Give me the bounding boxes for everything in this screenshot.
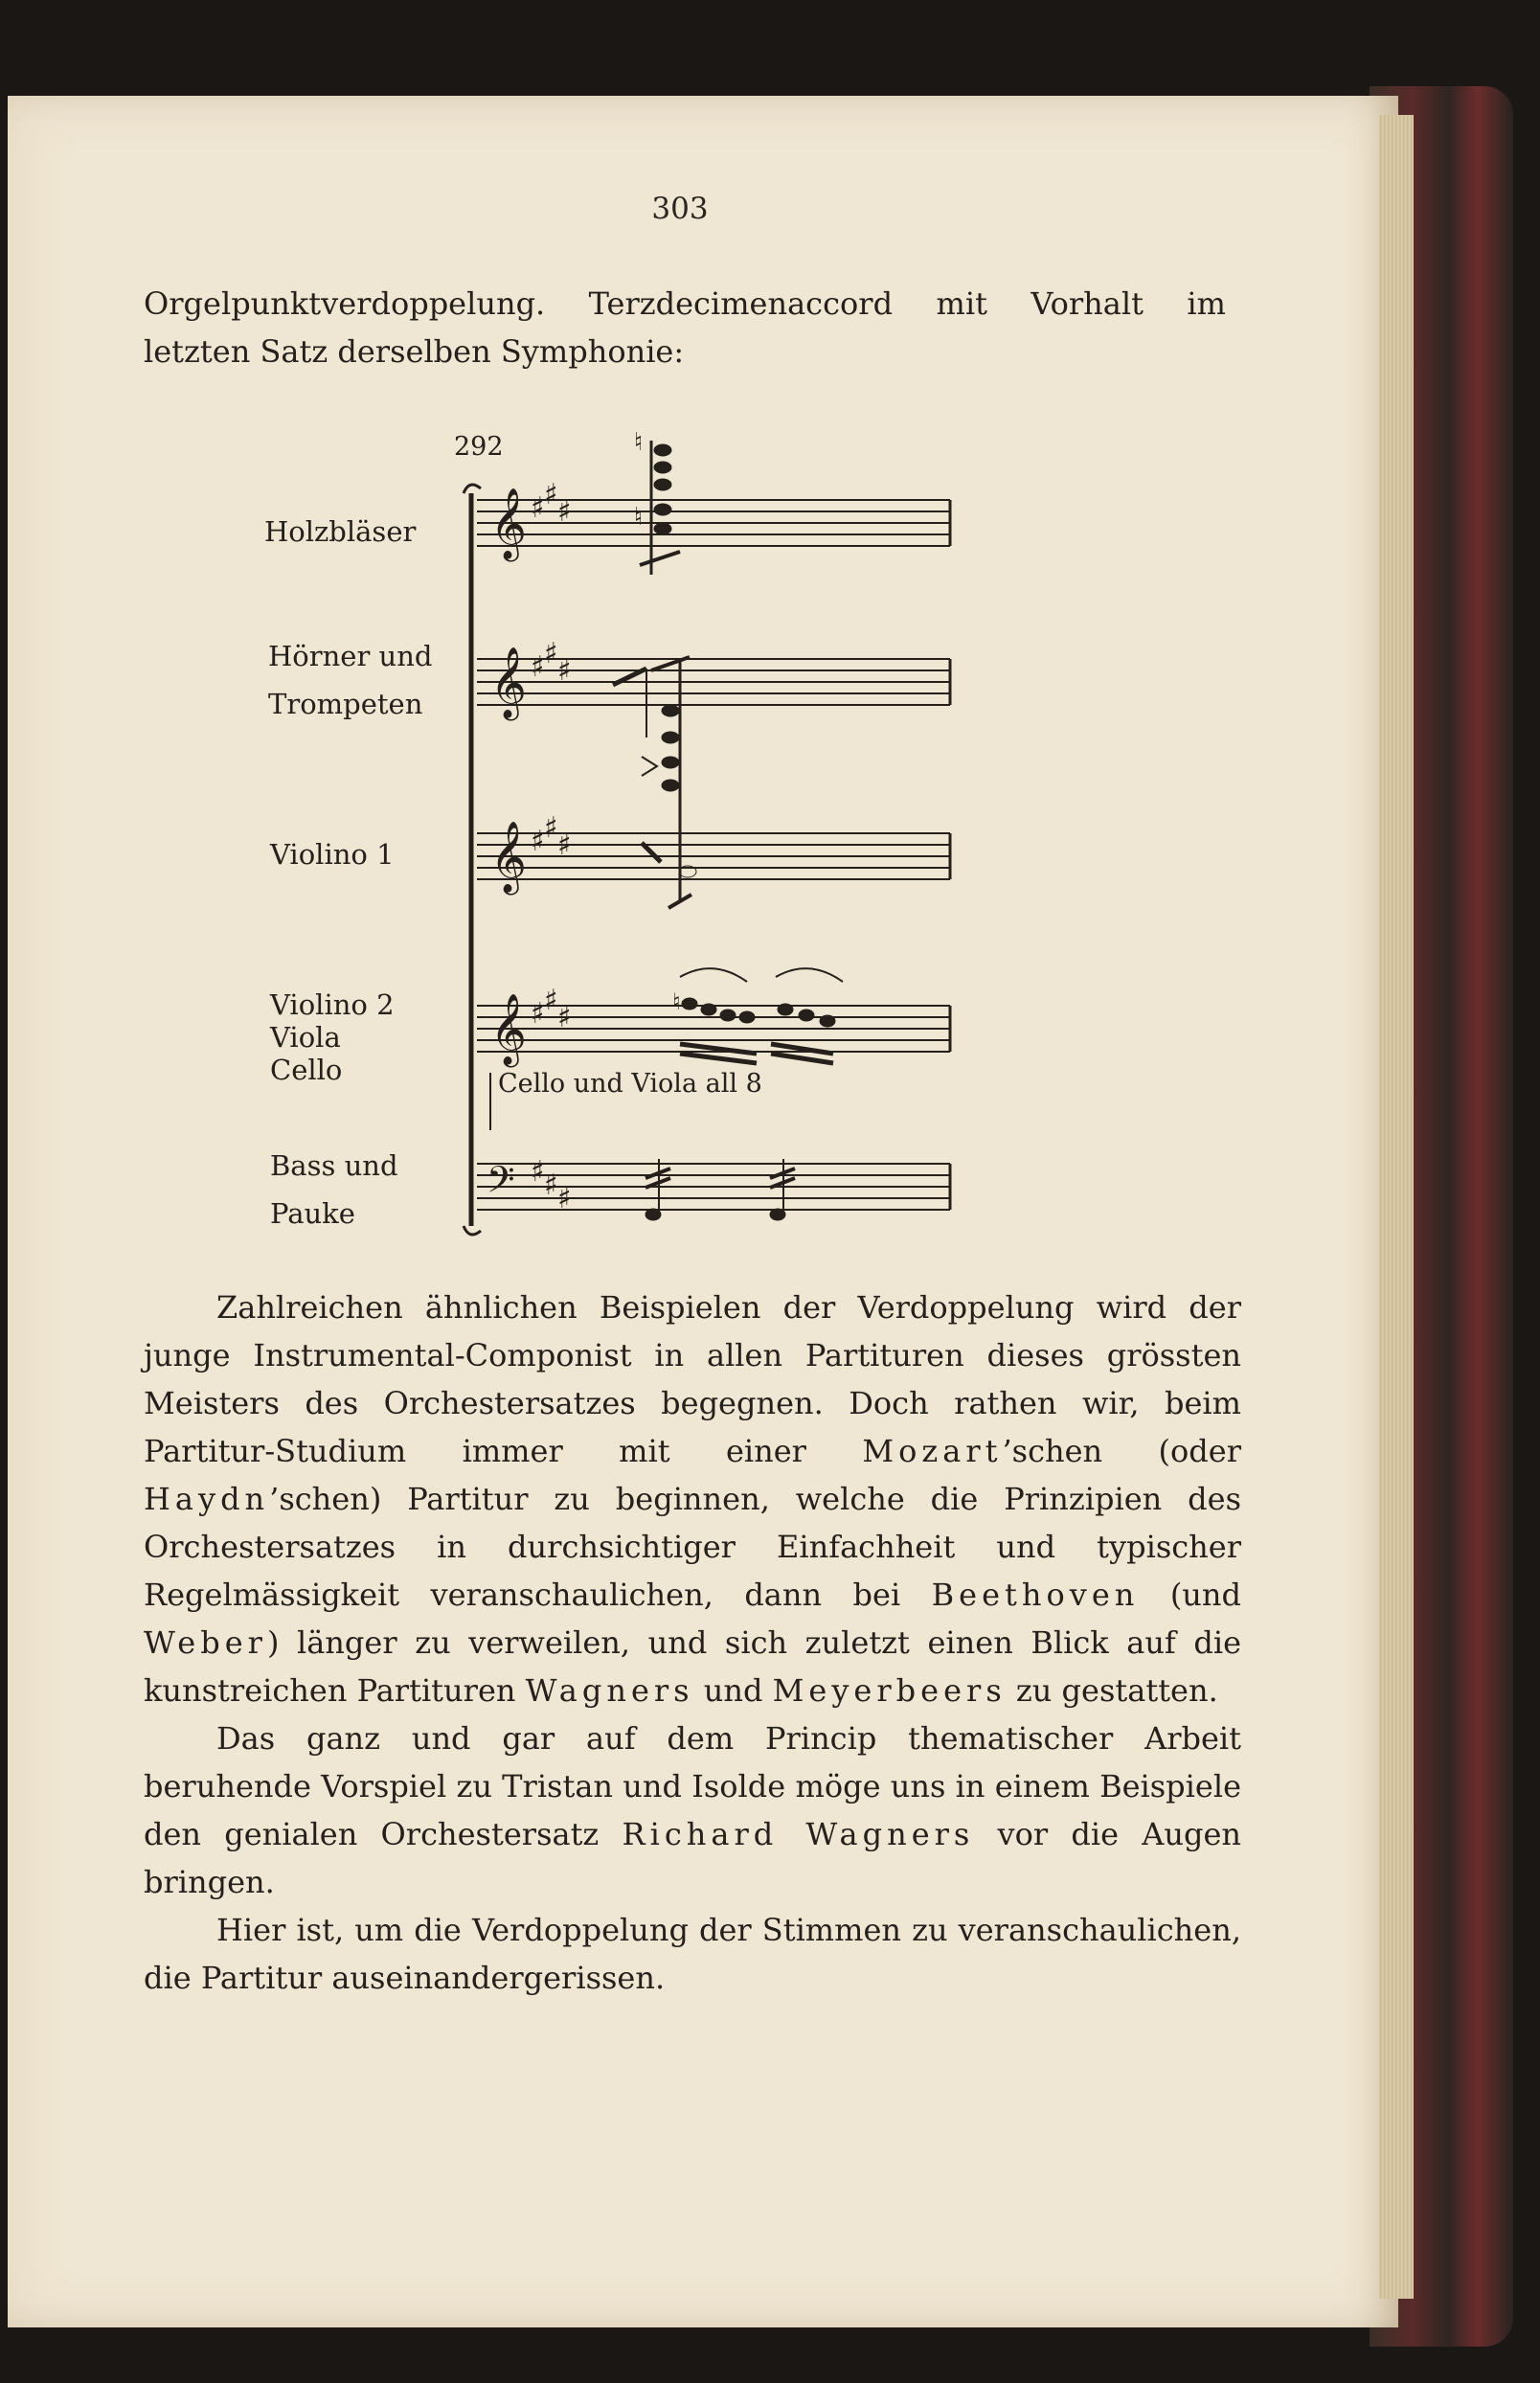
body-text xyxy=(144,1283,1241,2002)
name-mozart: Mozart xyxy=(862,1433,1003,1469)
woodwind-chord xyxy=(634,428,680,575)
svg-text:♯: ♯ xyxy=(531,997,545,1031)
label-holzblaeser: Holzbläser xyxy=(264,515,417,548)
intro-word: im xyxy=(1187,285,1226,322)
label-viola: Viola xyxy=(270,1021,341,1054)
svg-text:♯: ♯ xyxy=(557,828,572,862)
label-bass: Bass und xyxy=(270,1149,398,1182)
name-wagners: Wagners xyxy=(525,1672,694,1709)
intro-line-1 xyxy=(144,280,1226,328)
svg-text:♮: ♮ xyxy=(672,988,681,1015)
staff-lines xyxy=(477,500,950,1210)
text-span: Das ganz und gar auf dem Princip thematischer Arbeit beruhende Vorspiel zu Tristan und Isolde möge uns in einem Beispiele den genialen Orchestersatz xyxy=(144,1720,1241,1852)
text-span: vor die Augen bringen. xyxy=(144,1816,1242,1900)
brass-notes xyxy=(613,657,690,805)
music-score xyxy=(259,421,986,1245)
svg-text:♯: ♯ xyxy=(544,478,558,511)
treble-clef: 𝄞 xyxy=(490,822,527,893)
measure-number: 292 xyxy=(454,432,504,462)
text-span: ’schen) Partitur zu beginnen, welche die Prinzipien des Orchestersatzes in durchsichtiger Einfachheit und typischer Regelmässigkeit veranschaulichen, dann bei xyxy=(144,1481,1241,1613)
text-span: (und xyxy=(1139,1577,1242,1613)
name-beethoven: Beethoven xyxy=(931,1577,1140,1613)
score-annotation: Cello und Viola all 8 xyxy=(498,1069,762,1099)
svg-text:♯: ♯ xyxy=(531,491,545,525)
intro-word: Terzdecimenaccord xyxy=(588,285,894,322)
intro-word: mit xyxy=(936,285,987,322)
strings-tremolo xyxy=(672,968,843,1063)
intro-line-2: letzten Satz derselben Symphonie: xyxy=(144,333,685,370)
text-span: ) länger zu verweilen, und sich zuletzt einen Blick auf die kunstreichen Partituren xyxy=(144,1624,1241,1709)
name-weber: Weber xyxy=(144,1624,267,1661)
label-violino-2: Violino 2 xyxy=(270,988,395,1021)
text-span: zu gestatten. xyxy=(1006,1672,1218,1709)
name-richard-wagner: Richard Wagners xyxy=(622,1816,975,1852)
label-pauke: Pauke xyxy=(270,1197,355,1230)
name-haydn: Haydn xyxy=(144,1481,270,1517)
svg-text:♯: ♯ xyxy=(544,1169,558,1202)
label-trompeten: Trompeten xyxy=(268,688,423,720)
paragraph-3: Hier ist, um die Verdoppelung der Stimmen zu veranschaulichen, die Partitur auseinandergerissen. xyxy=(144,1912,1241,1996)
clefs xyxy=(487,488,527,1210)
text-span: ’schen (oder xyxy=(1002,1433,1242,1469)
svg-text:♮: ♮ xyxy=(634,503,644,532)
label-hoerner: Hörner und xyxy=(268,640,433,672)
page-number: 303 xyxy=(651,192,709,226)
treble-clef: 𝄞 xyxy=(490,647,527,718)
intro-word: Orgelpunktverdoppelung. xyxy=(144,285,546,322)
label-violino-1: Violino 1 xyxy=(270,838,395,871)
svg-text:♯: ♯ xyxy=(531,650,545,684)
paragraph-1 xyxy=(144,1283,1241,1714)
intro-word: Vorhalt xyxy=(1030,285,1144,322)
svg-text:♯: ♯ xyxy=(531,825,545,858)
intro-text xyxy=(144,280,1226,375)
svg-text:♯: ♯ xyxy=(544,637,558,670)
label-cello: Cello xyxy=(270,1054,343,1086)
treble-clef: 𝄞 xyxy=(490,994,527,1065)
text-span: und xyxy=(693,1672,773,1709)
svg-text:♯: ♯ xyxy=(557,654,572,688)
name-meyerbeers: Meyerbeers xyxy=(772,1672,1007,1709)
svg-text:♯: ♯ xyxy=(544,984,558,1017)
svg-text:♯: ♯ xyxy=(544,811,558,845)
key-signatures xyxy=(531,478,572,1215)
svg-text:♮: ♮ xyxy=(634,428,644,457)
paragraph-2 xyxy=(144,1714,1241,1906)
svg-text:♯: ♯ xyxy=(557,1182,572,1215)
svg-text:♯: ♯ xyxy=(557,1001,572,1034)
page-edges xyxy=(1379,115,1414,2299)
svg-text:♯: ♯ xyxy=(557,495,572,529)
bass-clef: 𝄢 xyxy=(487,1158,515,1210)
bass-notes xyxy=(645,1159,795,1220)
svg-text:♯: ♯ xyxy=(531,1155,545,1189)
text-span: Zahlreichen ähnlichen Beispielen der Verdoppelung wird der junge Instrumental-Componist in allen Partituren dieses grössten Meisters des Orchestersatzes begegnen. Doch rathen wir, beim Partitur-Studium immer mit einer xyxy=(144,1289,1241,1469)
treble-clef: 𝄞 xyxy=(490,488,527,559)
